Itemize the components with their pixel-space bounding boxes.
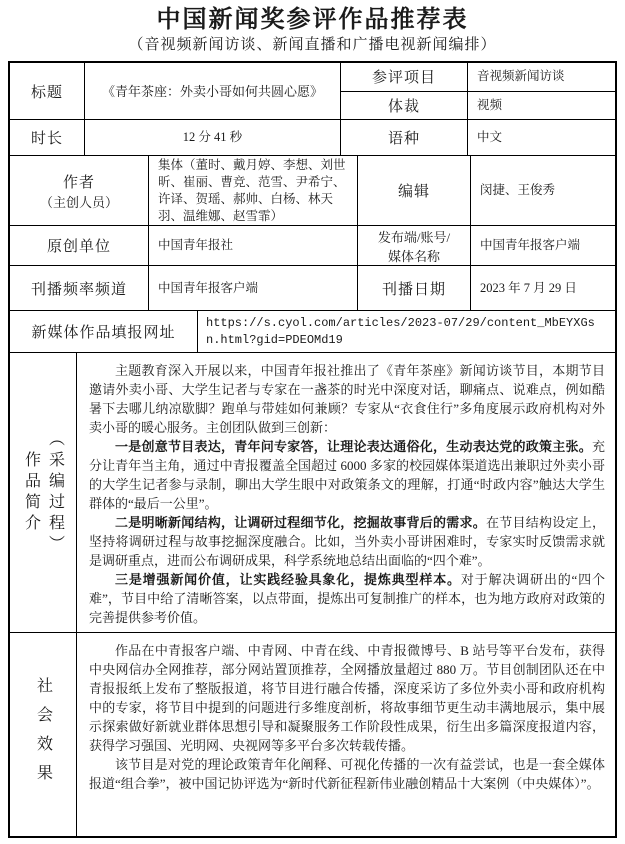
author-label-line1: 作者: [62, 174, 95, 191]
original-unit-label: 原创单位: [46, 239, 111, 255]
url-value: https://s.cyol.com/articles/2023-07/29/content_MbEYXGsn.html?gid=PDEOMd19: [206, 315, 595, 347]
editor-label: 编辑: [357, 156, 470, 225]
language-label: 语种: [340, 120, 467, 155]
author-label: [10, 156, 148, 225]
broadcast-channel-value: 中国青年报客户端: [148, 266, 357, 310]
social-effect-paragraph: [89, 755, 605, 793]
publish-account-label-line2: 媒体名称: [387, 248, 440, 264]
row-url: [10, 310, 615, 352]
intro-paragraph: [89, 361, 605, 437]
social-effect-label: [10, 633, 76, 836]
url-cell: [197, 311, 615, 352]
page-subtitle: （音视频新闻访谈、新闻直播和广播电视新闻编排）: [128, 37, 497, 53]
intro-paragraph-text: 对于解决调研出的“四个难”，节目中给了清晰答案，以点带面，提炼出可复制推广的样本，也为地方政府对政策的完善提供参考价值。: [89, 572, 605, 625]
intro-paragraph-lead: 一是创意节目表达，青年问专家答，让理论表达通俗化，生动表达党的政策主张。: [115, 439, 592, 454]
duration-value: 12 分 41 秒: [84, 120, 340, 155]
entry-item-row: [341, 63, 615, 92]
row-broadcast: [10, 265, 615, 310]
entry-genre-block: [340, 63, 615, 119]
broadcast-channel-label: 刊播频率频道: [30, 281, 127, 298]
intro-paragraph-text: 主题教育深入开展以来，中国青年报社推出了《青年茶座》新闻访谈节目，本期节目邀请外卖小哥、大学生记者与专家在一盏茶的时光中深度对话，聊痛点、说难点，例如酷暑下去哪儿纳凉歇脚？跑单与带娃如何兼顾？专家从“衣食住行”多角度展示政府机构对外卖小哥的暖心服务。主创团队做到三创新：: [89, 363, 605, 435]
author-label-line2: （主创人员）: [39, 194, 118, 210]
social-effect-label-text: 社会效果: [34, 676, 52, 793]
editor-value: 闵捷、王俊秀: [470, 156, 615, 225]
row-title: [10, 63, 615, 119]
intro-paragraph: [89, 513, 605, 570]
genre-value: 视频: [467, 92, 615, 120]
social-effect-paragraph-text: 该节目是对党的理论政策青年化阐释、可视化传播的一次有益尝试，也是一套全媒体报道“组合拳”，被中国记协评选为“新时代新征程新伟业融创精品十大案例（中央媒体）”。: [89, 757, 605, 791]
intro-paragraph-lead: 二是明晰新闻结构，让调研过程细节化，挖掘故事背后的需求。: [115, 515, 486, 530]
document-page: [0, 5, 625, 838]
row-work-intro: [10, 352, 615, 632]
original-unit-value: 中国青年报社: [148, 226, 357, 265]
recommendation-form-table: [8, 61, 617, 838]
intro-paragraph-text: 充分让青年当主角，通过中青报覆盖全国超过 6000 多家的校园媒体渠道选出兼职过外卖小哥的大学生记者参与录制，聊出大学生眼中对政策条文的理解，打通“时政内容”触达大学生群体的“最后一公里”。: [89, 439, 605, 511]
work-intro-label-left: 作品简介: [22, 450, 40, 535]
genre-label: 体裁: [387, 98, 420, 115]
row-original-unit: [10, 225, 615, 265]
social-effect-paragraph: [89, 641, 605, 755]
title-label: 标题: [30, 84, 63, 101]
intro-paragraph: [89, 570, 605, 627]
entry-item-value: 音视频新闻访谈: [467, 63, 615, 91]
social-effect-paragraph-text: 作品在中青报客户端、中青网、中青在线、中青报微博号、B 站号等平台发布，获得中央网信办全网推荐，部分网站置顶推荐，全网播放量超过 880 万。节目创制团队还在中青报报纸上发布了整版报道，将节目进行融合传播，深度采访了多位外卖小哥和政府机构中的专家，将节目中提到的问题进行多维度剖析，将故事细节更生动丰满地展示，集中展示探索做好新就业群体思想引导和凝聚服务工作阶段性成果，衍生出多篇深度报道内容，获得学习强国、光明网、央视网等多平台多次转载传播。: [89, 643, 605, 753]
work-intro-content: [76, 353, 615, 632]
row-duration: [10, 119, 615, 155]
title-value: 《青年茶座：外卖小哥如何共圆心愿》: [84, 63, 340, 119]
genre-row: [341, 92, 615, 120]
publish-date-value: 2023 年 7 月 29 日: [470, 266, 615, 310]
row-author: [10, 155, 615, 225]
author-value: 集体（董时、戴月婷、李想、刘世昕、崔丽、曹竞、范雪、尹希宁、许译、贺瑶、郝帅、白杨、林天羽、温维娜、赵雪霏）: [148, 156, 357, 225]
language-value: 中文: [467, 120, 615, 155]
publish-date-label: 刊播日期: [357, 266, 470, 310]
work-intro-label-right: （采编过程）: [46, 429, 64, 556]
intro-paragraph-lead: 三是增强新闻价值，让实践经验具象化，提炼典型样本。: [115, 572, 461, 587]
intro-paragraph: [89, 437, 605, 513]
publish-account-label-line1: 发布端/账号/: [377, 229, 451, 245]
entry-item-label: 参评项目: [371, 70, 436, 87]
row-social-effect: [10, 632, 615, 836]
page-title: 中国新闻奖参评作品推荐表: [156, 7, 469, 33]
publish-account-value: 中国青年报客户端: [470, 226, 615, 265]
duration-label: 时长: [30, 131, 63, 147]
intro-paragraph-text: 在节目结构设定上，坚持将调研过程与故事挖掘深度融合。比如，当外卖小哥讲困难时，专家实时反馈需求就是调研重点，进而公布调研成果，科学系统地总结出面临的“四个难”。: [89, 515, 605, 568]
publish-account-label: [357, 226, 470, 265]
work-intro-label: [10, 353, 76, 632]
social-effect-content: [76, 633, 615, 836]
url-label: 新媒体作品填报网址: [31, 325, 176, 341]
